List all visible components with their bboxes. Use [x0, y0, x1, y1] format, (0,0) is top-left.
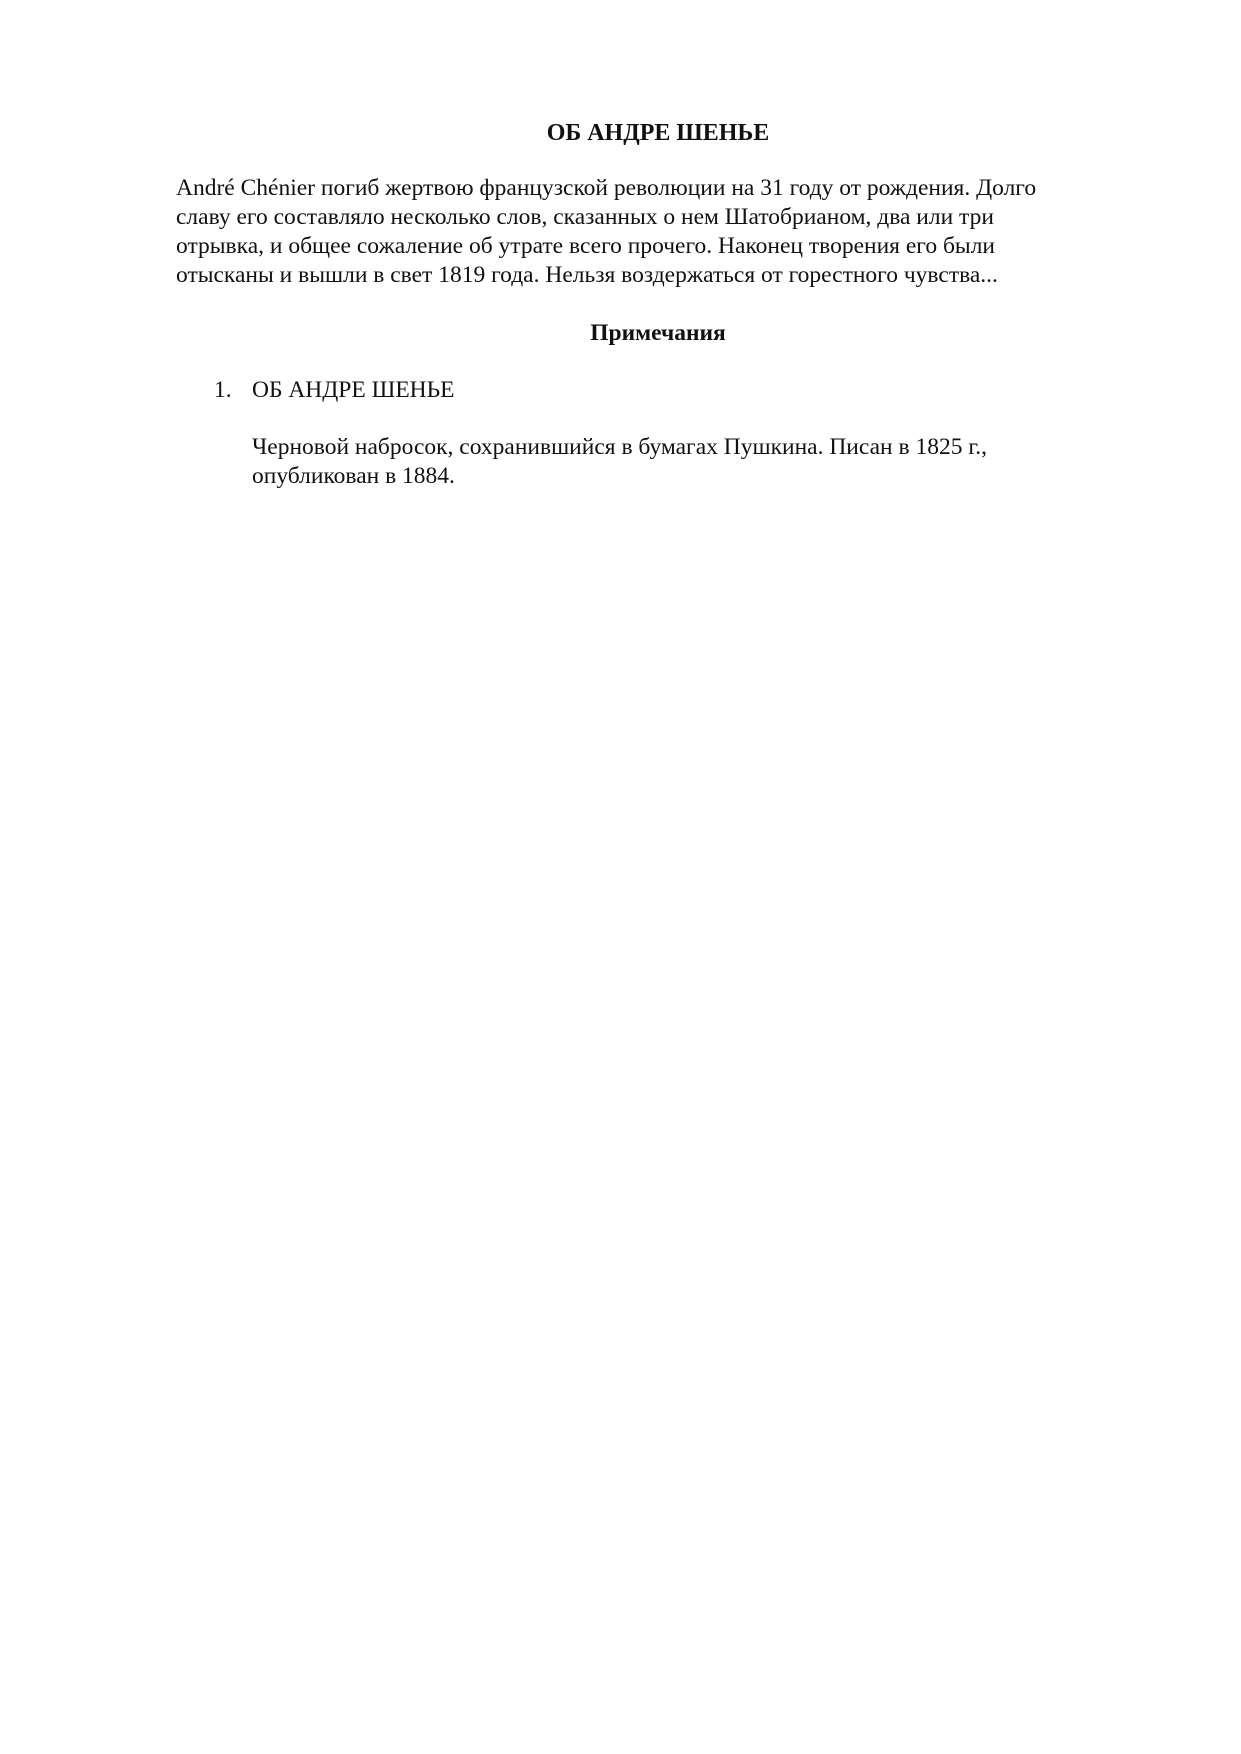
note-title: ОБ АНДРЕ ШЕНЬЕ [252, 377, 455, 403]
body-line: отрывка, и общее сожаление об утрате всего прочего. Наконец творения его были [176, 233, 996, 259]
note-number: 1. [214, 377, 232, 403]
body-line: André Chénier погиб жертвою французской революции на 31 году от рождения. Долго [176, 175, 1037, 201]
document-title: ОБ АНДРЕ ШЕНЬЕ [546, 120, 770, 146]
note-body-line: опубликован в 1884. [252, 463, 455, 489]
body-paragraph [176, 174, 1136, 290]
body-line: славу его составляло несколько слов, сказанных о нем Шатобрианом, два или три [176, 204, 994, 230]
notes-heading: Примечания [590, 320, 726, 346]
note-item-title-row [214, 375, 1114, 405]
note-body-line: Черновой набросок, сохранившийся в бумагах Пушкина. Писан в 1825 г., [252, 434, 988, 460]
body-line: отысканы и вышли в свет 1819 года. Нельзя воздержаться от горестного чувства... [176, 262, 998, 288]
note-body [252, 433, 1152, 491]
